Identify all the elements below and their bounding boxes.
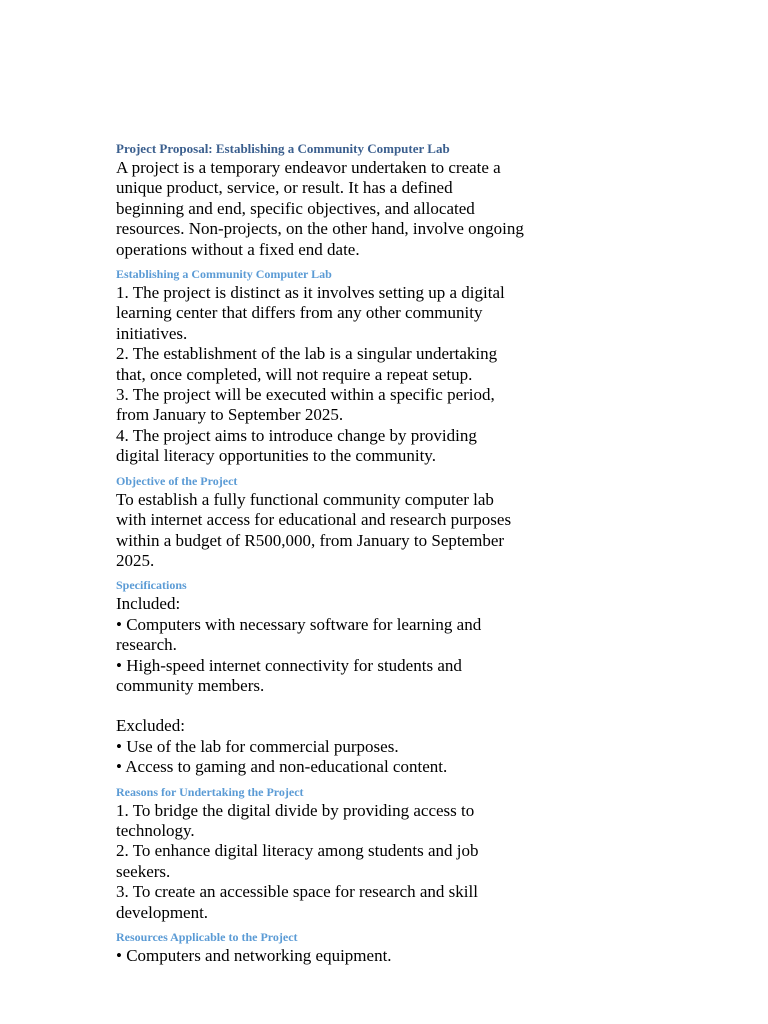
included-label: Included: (116, 594, 181, 614)
section-heading-objective: Objective of the Project (116, 473, 238, 488)
list-item: • Access to gaming and non-educational content. (116, 757, 448, 777)
section-heading-establishing: Establishing a Community Computer Lab (116, 267, 332, 282)
document-page (116, 140, 576, 966)
list-item: 1. To bridge the digital divide by providing access to technology. (116, 800, 475, 840)
section-heading-specifications: Specifications (116, 578, 187, 593)
list-item: • Use of the lab for commercial purposes. (116, 736, 399, 756)
list-item: 3. To create an accessible space for research and skill development. (116, 882, 478, 922)
list-item: 2. To enhance digital literacy among students and job seekers. (116, 841, 479, 881)
list-item: • Computers and networking equipment. (116, 946, 392, 965)
list-item: • High-speed internet connectivity for students and community members. (116, 655, 462, 695)
list-item: 4. The project aims to introduce change by providing digital literacy opportunities to the community. (116, 425, 477, 466)
list-item: • Computers with necessary software for learning and research. (116, 614, 482, 655)
objective-paragraph: To establish a fully functional community computer lab with internet access for educational and research purposes within a budget of R500,000, from January to September 2025. (116, 489, 512, 570)
list-item: 2. The establishment of the lab is a singular undertaking that, once completed, will not require a repeat setup. (116, 344, 498, 384)
section-heading-reasons: Reasons for Undertaking the Project (116, 784, 304, 799)
list-item: 3. The project will be executed within a specific period, from January to September 2025. (116, 385, 495, 425)
section-heading-resources: Resources Applicable to the Project (116, 930, 298, 944)
list-item: 1. The project is distinct as it involves setting up a digital learning center that differs from any other community initiatives. (116, 283, 505, 343)
excluded-label: Excluded: (116, 716, 185, 736)
blank-line (116, 696, 576, 716)
intro-paragraph: A project is a temporary endeavor undertaken to create a unique product, service, or result. It has a defined beginning and end, specific objectives, and allocated resources. Non-projects, on the other hand, involve ongoing operations without a fixed end date. (116, 158, 524, 259)
document-title: Project Proposal: Establishing a Community Computer Lab (116, 141, 450, 156)
